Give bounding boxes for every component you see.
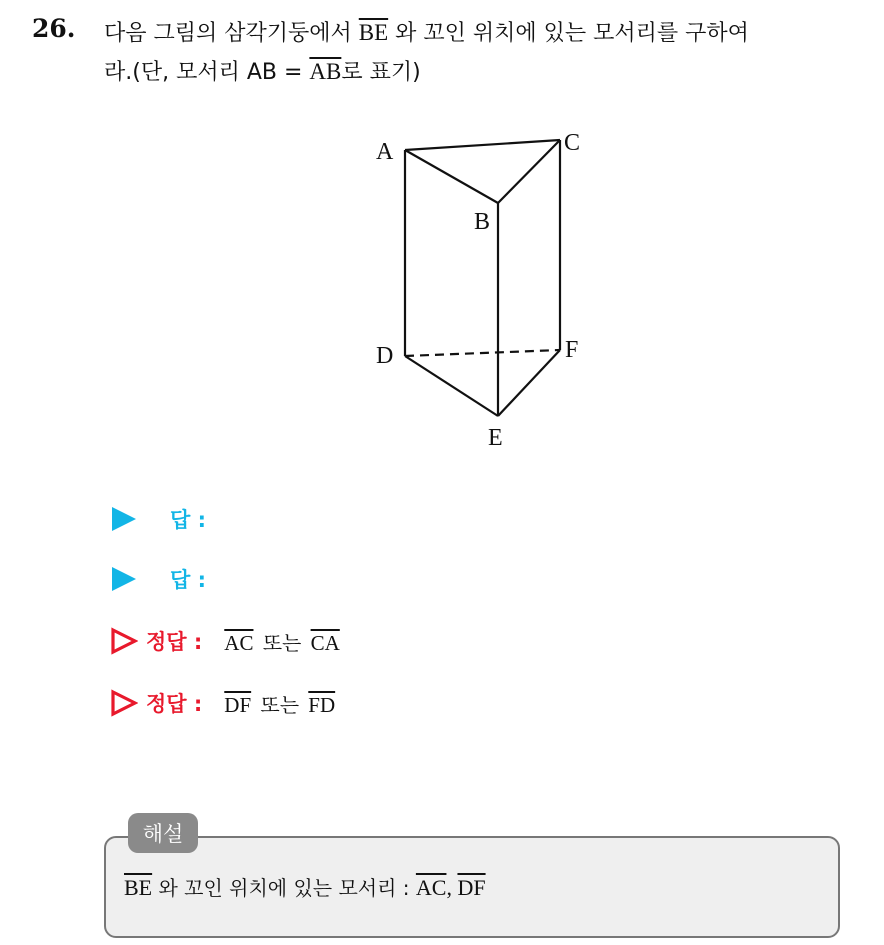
correct-answer-label: 정답 : [146,630,203,654]
correct-answer-row-1 [110,624,340,658]
edge-ca: $\overline{CA}$ [310,630,340,655]
edge-ab: $\overline{AB}$ [309,59,342,84]
edge-be: $\overline{BE}$ [124,875,153,900]
answer-row-1 [110,502,206,536]
question-text-part1: 다음 그림의 삼각기둥에서 [104,21,359,46]
question-text-part2: 와 꼬인 위치에 있는 모서리를 구하여 [388,21,749,46]
edge-line-de [405,356,498,416]
question-number: 26. [32,14,76,43]
question-text-part4: 로 표기) [341,60,421,85]
edge-df: $\overline{DF}$ [224,692,252,717]
correct-answer-value [224,689,335,718]
edge-fd: $\overline{FD}$ [308,692,336,717]
vertex-label-d: D [376,343,394,369]
edge-ac: $\overline{AC}$ [224,630,254,655]
answer-row-2 [110,562,206,596]
edge-df: $\overline{DF}$ [457,875,486,900]
explanation-body: 와 꼬인 위치에 있는 모서리 : [152,876,416,900]
explanation-tag: 해설 [128,813,198,853]
answer-label: 답 : [170,568,206,592]
correct-answer-value [224,627,340,656]
play-arrow-icon [110,505,138,533]
edge-line-ac [405,140,560,150]
answer-label: 답 : [170,508,206,532]
edge-line-ef [498,350,560,416]
outline-arrow-icon [110,627,138,655]
edge-ac: $\overline{AC}$ [415,875,447,900]
edge-line-ab [405,150,498,203]
edge-line-df-dashed [405,350,560,356]
vertex-label-f: F [565,337,579,363]
question-text [104,14,874,92]
outline-arrow-icon [110,689,138,717]
vertex-label-b: B [474,209,491,235]
correct-answer-label: 정답 : [146,692,203,716]
edge-line-bc [498,140,560,203]
joiner-text: 또는 [260,692,300,717]
play-arrow-icon [110,565,138,593]
joiner-text: 또는 [262,630,302,655]
question-text-part3: 라.(단, 모서리 AB = [104,60,310,85]
triangular-prism-figure [360,126,620,456]
edge-be: $\overline{BE}$ [358,20,389,45]
correct-answer-row-2 [110,686,335,720]
separator: , [446,875,458,900]
vertex-label-e: E [488,425,503,451]
vertex-label-a: A [376,139,394,165]
explanation-text [124,872,486,901]
vertex-label-c: C [564,130,581,156]
